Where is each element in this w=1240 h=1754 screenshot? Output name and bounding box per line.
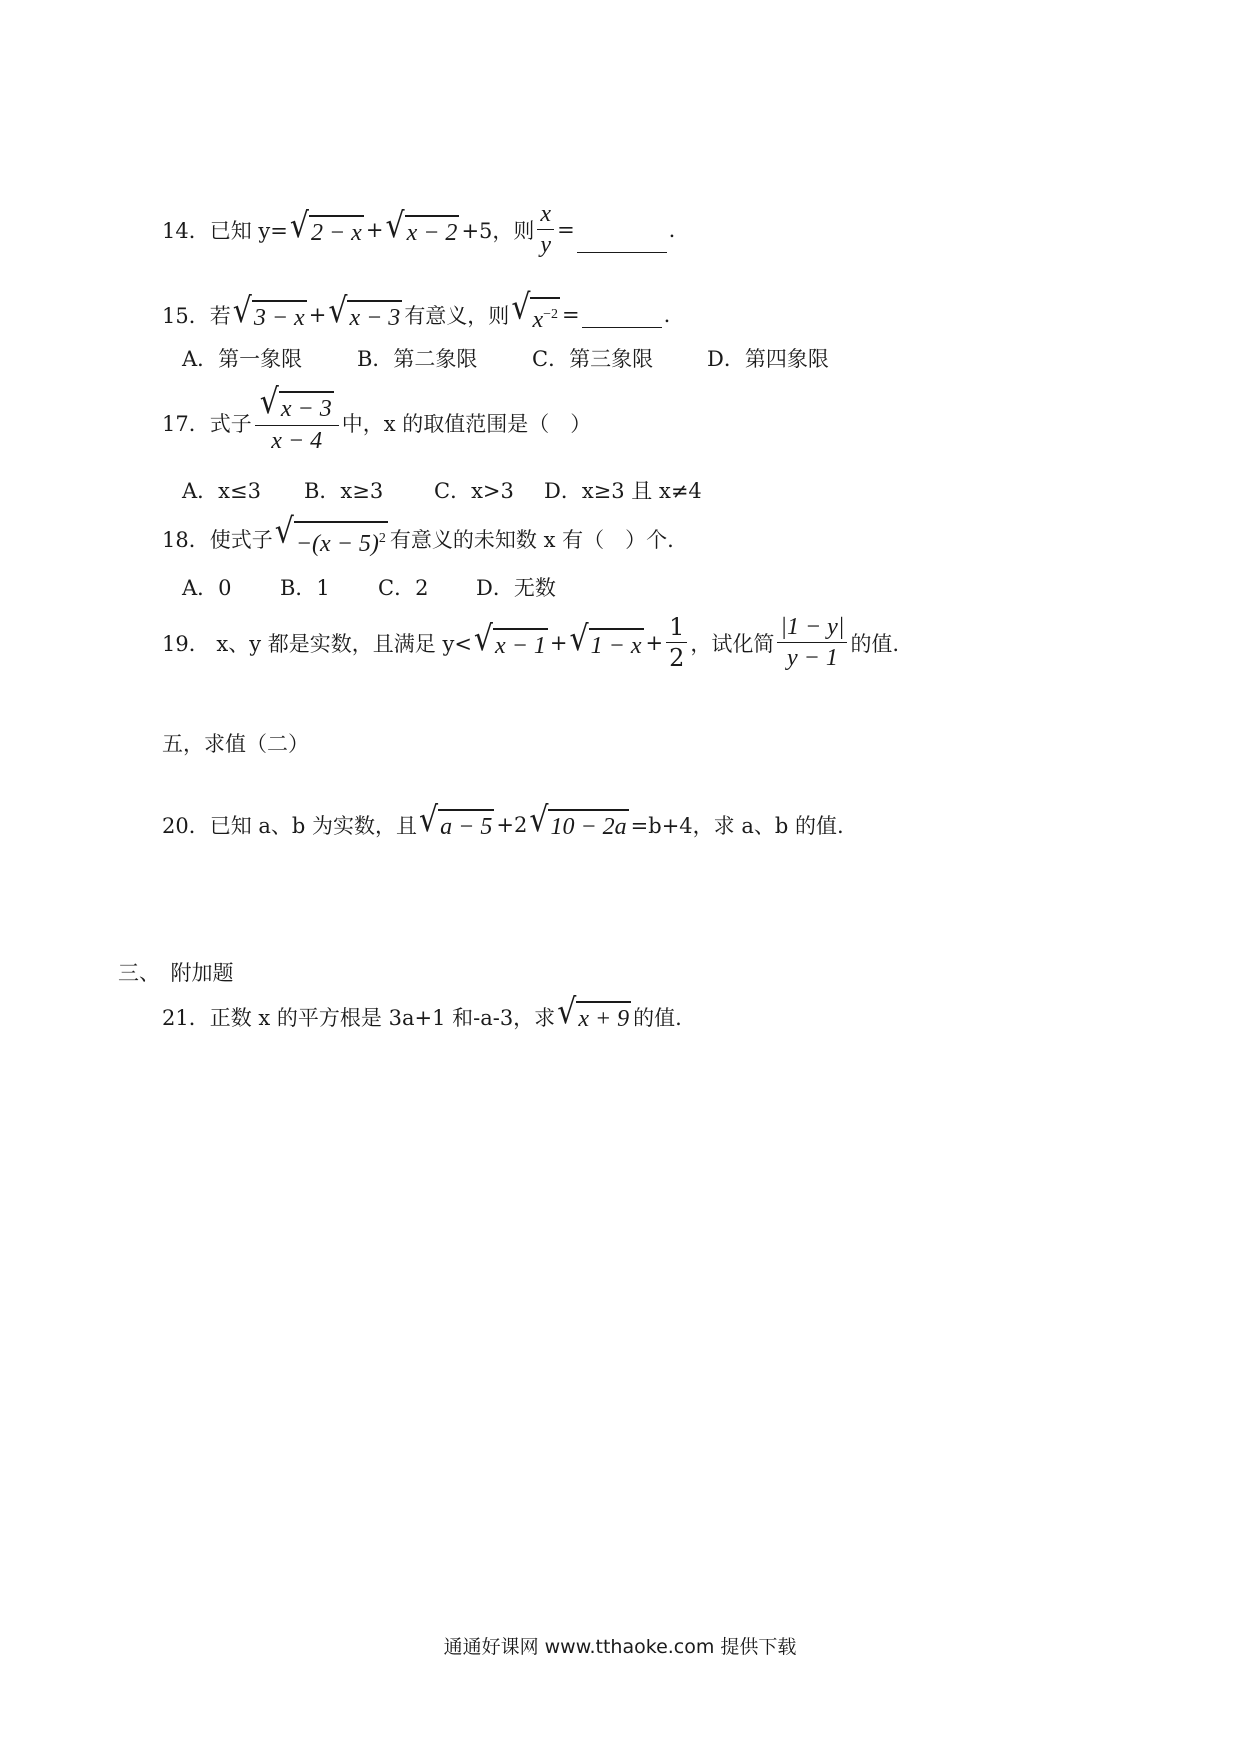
fraction-abs-over-y-minus-1: $\frac{|1 - y|}{y - 1}$ bbox=[777, 613, 847, 674]
q15-text-2: 有意义，则 bbox=[404, 304, 510, 328]
fraction-sqrt-over-x-minus-4: √ x − 3 x − 4 bbox=[255, 388, 339, 457]
question-15 bbox=[162, 287, 671, 336]
option-a: A．x≤3 bbox=[182, 479, 261, 503]
plus-sign: + bbox=[549, 631, 568, 656]
option-c: C．第三象限 bbox=[532, 347, 654, 371]
sqrt-2-minus-x: √ 2 − x bbox=[290, 212, 364, 249]
question-20 bbox=[162, 799, 844, 843]
q17-text-2: 中，x 的取值范围是（ ） bbox=[341, 411, 592, 436]
q17-options bbox=[182, 475, 702, 505]
q15-text: 15．若 bbox=[162, 304, 231, 328]
answer-blank bbox=[582, 326, 662, 328]
q14-text-2: +5，则 bbox=[461, 219, 535, 244]
section-heading-3: 三、 附加题 bbox=[118, 961, 234, 985]
option-a: A．第一象限 bbox=[182, 347, 303, 371]
q18-text-2: 有意义的未知数 x 有（ ）个. bbox=[389, 528, 674, 552]
q18-options bbox=[182, 572, 556, 602]
question-21 bbox=[162, 991, 682, 1035]
option-b: B．1 bbox=[280, 576, 330, 600]
answer-blank bbox=[577, 251, 667, 253]
q19-text-2: ，试化简 bbox=[690, 632, 775, 657]
question-18 bbox=[162, 511, 674, 560]
q21-text: 21．正数 x 的平方根是 3a+1 和-a-3，求 bbox=[162, 1005, 556, 1030]
plus-sign: + bbox=[365, 218, 384, 243]
option-c: C．x>3 bbox=[434, 479, 514, 503]
q17-text: 17．式子 bbox=[162, 411, 252, 436]
plus-sign: + bbox=[308, 303, 327, 327]
q18-text: 18．使式子 bbox=[162, 528, 273, 552]
fraction-one-half: $\frac{1}{2}$ bbox=[666, 613, 687, 674]
sqrt-x-minus-2: √ x − 2 bbox=[385, 212, 459, 249]
sqrt-a-minus-5: √ a − 5 bbox=[419, 806, 494, 843]
q20-text-2: +2 bbox=[496, 812, 528, 837]
question-19 bbox=[162, 613, 899, 674]
question-14 bbox=[162, 200, 675, 261]
sqrt-x-minus-1: √ x − 1 bbox=[474, 625, 548, 662]
q21-text-2: 的值. bbox=[633, 1005, 682, 1030]
q15-options bbox=[182, 343, 829, 373]
sqrt-x-plus-9: √ x + 9 bbox=[557, 998, 631, 1035]
sqrt-neg-x-minus-5-squared: √ $-(x - 5)^2$ bbox=[275, 518, 388, 560]
equals-sign: = bbox=[562, 303, 580, 327]
plus-sign: + bbox=[645, 631, 664, 656]
fraction-x-over-y: $\frac{x}{y}$ bbox=[537, 200, 554, 261]
option-b: B．x≥3 bbox=[304, 479, 384, 503]
sqrt-x-minus-3: √ x − 3 bbox=[328, 297, 402, 334]
sqrt-x-neg2: √ $x^{-2}$ bbox=[511, 294, 560, 336]
option-d: D．x≥3 且 x≠4 bbox=[544, 479, 702, 503]
sqrt-1-minus-x: √ 1 − x bbox=[570, 625, 644, 662]
equals-sign: = bbox=[557, 218, 575, 243]
option-d: D．第四象限 bbox=[707, 347, 829, 371]
q20-text-3: =b+4，求 a、b 的值. bbox=[630, 813, 844, 838]
section-heading-5: 五，求值（二） bbox=[162, 732, 309, 756]
q19-text-3: 的值. bbox=[850, 632, 900, 657]
option-a: A．0 bbox=[182, 576, 232, 600]
page-footer: 通通好课网 www.tthaoke.com 提供下载 bbox=[443, 1636, 797, 1658]
period: . bbox=[663, 303, 671, 327]
q19-text: 19． x、y 都是实数，且满足 y< bbox=[162, 632, 472, 657]
q20-text: 20．已知 a、b 为实数，且 bbox=[162, 813, 418, 838]
sqrt-10-minus-2a: √ 10 − 2a bbox=[529, 806, 628, 843]
option-c: C．2 bbox=[378, 576, 429, 600]
sqrt-3-minus-x: √ 3 − x bbox=[233, 297, 307, 334]
option-d: D．无数 bbox=[476, 576, 556, 600]
period: . bbox=[668, 218, 676, 243]
question-17 bbox=[162, 381, 592, 457]
option-b: B．第二象限 bbox=[357, 347, 478, 371]
q14-text: 14．已知 y= bbox=[162, 219, 288, 244]
